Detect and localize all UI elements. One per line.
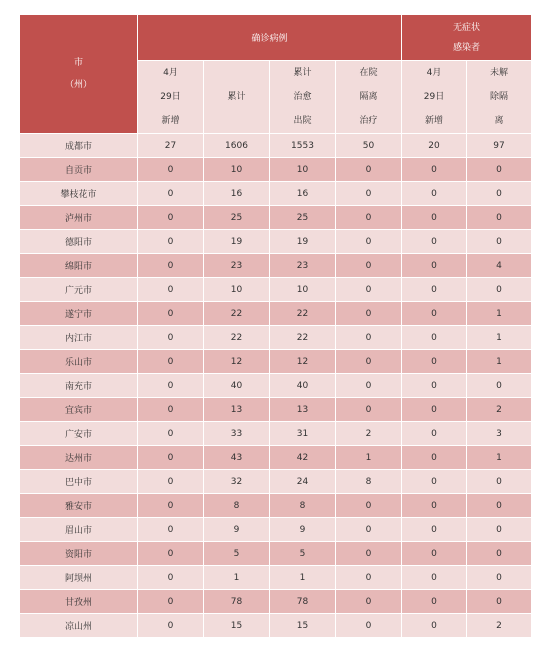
- confirmed-new-cell: 0: [138, 446, 204, 470]
- table-row: [20, 278, 532, 302]
- asymptomatic-group-header: [402, 15, 532, 61]
- table-row: [20, 230, 532, 254]
- recovered-cell: 10: [270, 278, 336, 302]
- col-header-text: 隔离: [359, 92, 378, 102]
- confirmed-total-cell: 22: [204, 302, 270, 326]
- table-header: [20, 15, 532, 134]
- asymptomatic-new-cell: 0: [402, 470, 467, 494]
- under-observation-cell: 1: [467, 326, 532, 350]
- col-header-text: 4月: [426, 68, 442, 78]
- confirmed-new-cell: 0: [138, 566, 204, 590]
- col-header-text: 治疗: [359, 116, 378, 126]
- hospitalized-cell: 0: [336, 158, 402, 182]
- confirmed-total-cell: 13: [204, 398, 270, 422]
- recovered-cell: 1: [270, 566, 336, 590]
- table-row: [20, 518, 532, 542]
- asymptomatic-header-line-1: 无症状: [453, 22, 481, 33]
- under-observation-cell: 4: [467, 254, 532, 278]
- confirmed-total-cell: 1: [204, 566, 270, 590]
- asymptomatic-new-cell: 0: [402, 302, 467, 326]
- confirmed-total-cell: 10: [204, 158, 270, 182]
- city-name-cell: 广元市: [20, 278, 138, 302]
- under-observation-cell: 0: [467, 494, 532, 518]
- table-row: [20, 494, 532, 518]
- hospitalized-cell: 0: [336, 566, 402, 590]
- asymptomatic-new-cell: 0: [402, 542, 467, 566]
- asymptomatic-new-cell: 0: [402, 254, 467, 278]
- confirmed-new-cell: 0: [138, 182, 204, 206]
- under-observation-cell: 1: [467, 302, 532, 326]
- recovered-cell: 10: [270, 158, 336, 182]
- recovered-cell: 9: [270, 518, 336, 542]
- city-name-cell: 内江市: [20, 326, 138, 350]
- under-observation-cell: 1: [467, 350, 532, 374]
- table-row: [20, 398, 532, 422]
- city-name-cell: 凉山州: [20, 614, 138, 638]
- city-name-cell: 达州市: [20, 446, 138, 470]
- under-observation-cell: 3: [467, 422, 532, 446]
- confirmed-total-cell: 78: [204, 590, 270, 614]
- under-observation-cell: 0: [467, 374, 532, 398]
- confirmed-new-cell: 0: [138, 254, 204, 278]
- confirmed-new-cell: 0: [138, 302, 204, 326]
- confirmed-new-cell: 0: [138, 158, 204, 182]
- recovered-cell: 22: [270, 302, 336, 326]
- city-column-header: [20, 15, 138, 134]
- asymptomatic-new-cell: 0: [402, 422, 467, 446]
- city-name-cell: 绵阳市: [20, 254, 138, 278]
- under-observation-cell: 0: [467, 470, 532, 494]
- hospitalized-cell: 0: [336, 374, 402, 398]
- col-header-text: 未解: [490, 68, 509, 78]
- recovered-cell: 23: [270, 254, 336, 278]
- confirmed-new-cell: 0: [138, 278, 204, 302]
- under-observation-cell: 97: [467, 134, 532, 158]
- confirmed-total-cell: 25: [204, 206, 270, 230]
- city-name-cell: 南充市: [20, 374, 138, 398]
- table-row: [20, 446, 532, 470]
- confirmed-total-cell: 5: [204, 542, 270, 566]
- asymptomatic-new-cell: 0: [402, 398, 467, 422]
- asymptomatic-new-cell: 0: [402, 326, 467, 350]
- asymptomatic-new-cell: 0: [402, 494, 467, 518]
- table-row: [20, 158, 532, 182]
- recovered-cell: 1553: [270, 134, 336, 158]
- hospitalized-cell: 0: [336, 494, 402, 518]
- hospitalized-cell: 1: [336, 446, 402, 470]
- city-name-cell: 成都市: [20, 134, 138, 158]
- under-observation-cell: 0: [467, 158, 532, 182]
- confirmed-new-cell: 0: [138, 374, 204, 398]
- under-observation-cell: 0: [467, 566, 532, 590]
- city-name-cell: 阿坝州: [20, 566, 138, 590]
- table-row: [20, 374, 532, 398]
- confirmed-new-cell: 0: [138, 590, 204, 614]
- asymptomatic-new-cell: 0: [402, 566, 467, 590]
- confirmed-total-cell: 40: [204, 374, 270, 398]
- table-row: [20, 254, 532, 278]
- under-observation-cell: 0: [467, 278, 532, 302]
- under-observation-cell: 0: [467, 206, 532, 230]
- asymptomatic-new-cell: 0: [402, 230, 467, 254]
- table-row: [20, 302, 532, 326]
- confirmed-group-header: 确诊病例: [138, 15, 402, 61]
- hospitalized-cell: 0: [336, 614, 402, 638]
- recovered-cell: 24: [270, 470, 336, 494]
- recovered-cell: 5: [270, 542, 336, 566]
- asymptomatic-new-cell: 0: [402, 206, 467, 230]
- confirmed-new-cell: 0: [138, 614, 204, 638]
- city-header-line-1: 市: [73, 58, 83, 68]
- col-header-text: 4月: [163, 68, 178, 78]
- recovered-cell: 12: [270, 350, 336, 374]
- hospitalized-cell: 0: [336, 326, 402, 350]
- hospitalized-cell: 0: [336, 350, 402, 374]
- recovered-cell: 19: [270, 230, 336, 254]
- col-header-text: 治愈: [293, 92, 312, 102]
- recovered-cell: 15: [270, 614, 336, 638]
- hospitalized-cell: 0: [336, 590, 402, 614]
- under-observation-cell: 2: [467, 398, 532, 422]
- recovered-cell: 16: [270, 182, 336, 206]
- hospitalized-cell: 0: [336, 278, 402, 302]
- asymptomatic-new-cell: 0: [402, 518, 467, 542]
- city-name-cell: 德阳市: [20, 230, 138, 254]
- col-header-text: 出院: [293, 116, 312, 126]
- under-observation-cell: 0: [467, 590, 532, 614]
- hospitalized-cell: 0: [336, 302, 402, 326]
- col-header-confirmed-new: [138, 61, 204, 134]
- city-name-cell: 乐山市: [20, 350, 138, 374]
- asymptomatic-new-cell: 0: [402, 182, 467, 206]
- col-header-text: 累计: [227, 92, 246, 102]
- confirmed-new-cell: 0: [138, 206, 204, 230]
- recovered-cell: 78: [270, 590, 336, 614]
- col-header-recovered: [270, 61, 336, 134]
- confirmed-total-cell: 43: [204, 446, 270, 470]
- confirmed-new-cell: 27: [138, 134, 204, 158]
- under-observation-cell: 1: [467, 446, 532, 470]
- confirmed-new-cell: 0: [138, 398, 204, 422]
- recovered-cell: 40: [270, 374, 336, 398]
- asymptomatic-new-cell: 0: [402, 158, 467, 182]
- under-observation-cell: 2: [467, 614, 532, 638]
- under-observation-cell: 0: [467, 542, 532, 566]
- city-name-cell: 眉山市: [20, 518, 138, 542]
- city-name-cell: 自贡市: [20, 158, 138, 182]
- confirmed-new-cell: 0: [138, 230, 204, 254]
- hospitalized-cell: 0: [336, 398, 402, 422]
- col-header-under-observation: [467, 61, 532, 134]
- col-header-text: 新增: [425, 116, 444, 126]
- table-row: [20, 614, 532, 638]
- confirmed-new-cell: 0: [138, 326, 204, 350]
- confirmed-total-cell: 16: [204, 182, 270, 206]
- table-row: [20, 182, 532, 206]
- covid-case-table: [19, 14, 532, 638]
- city-name-cell: 遂宁市: [20, 302, 138, 326]
- confirmed-total-cell: 8: [204, 494, 270, 518]
- col-header-hospitalized: [336, 61, 402, 134]
- confirmed-total-cell: 22: [204, 326, 270, 350]
- confirmed-new-cell: 0: [138, 494, 204, 518]
- confirmed-total-cell: 12: [204, 350, 270, 374]
- asymptomatic-new-cell: 0: [402, 446, 467, 470]
- confirmed-new-cell: 0: [138, 422, 204, 446]
- under-observation-cell: 0: [467, 182, 532, 206]
- city-name-cell: 宜宾市: [20, 398, 138, 422]
- recovered-cell: 8: [270, 494, 336, 518]
- confirmed-total-cell: 1606: [204, 134, 270, 158]
- asymptomatic-new-cell: 0: [402, 590, 467, 614]
- table-row: [20, 134, 532, 158]
- col-header-text: 在院: [359, 68, 378, 78]
- confirmed-total-cell: 9: [204, 518, 270, 542]
- city-name-cell: 雅安市: [20, 494, 138, 518]
- table-row: [20, 590, 532, 614]
- table-row: [20, 542, 532, 566]
- confirmed-new-cell: 0: [138, 542, 204, 566]
- col-header-text: 29日: [423, 92, 445, 102]
- recovered-cell: 42: [270, 446, 336, 470]
- hospitalized-cell: 0: [336, 182, 402, 206]
- city-name-cell: 广安市: [20, 422, 138, 446]
- table-row: [20, 206, 532, 230]
- table-row: [20, 350, 532, 374]
- col-header-text: 离: [494, 116, 504, 126]
- table-row: [20, 422, 532, 446]
- under-observation-cell: 0: [467, 518, 532, 542]
- asymptomatic-header-line-2: 感染者: [453, 42, 481, 53]
- city-name-cell: 资阳市: [20, 542, 138, 566]
- col-header-text: 累计: [293, 68, 312, 78]
- city-name-cell: 攀枝花市: [20, 182, 138, 206]
- hospitalized-cell: 0: [336, 254, 402, 278]
- recovered-cell: 25: [270, 206, 336, 230]
- confirmed-total-cell: 10: [204, 278, 270, 302]
- table-row: [20, 470, 532, 494]
- hospitalized-cell: 0: [336, 230, 402, 254]
- table-row: [20, 566, 532, 590]
- recovered-cell: 31: [270, 422, 336, 446]
- hospitalized-cell: 0: [336, 542, 402, 566]
- confirmed-total-cell: 23: [204, 254, 270, 278]
- confirmed-total-cell: 32: [204, 470, 270, 494]
- table-body: [20, 134, 532, 638]
- col-header-text: 新增: [161, 116, 180, 126]
- hospitalized-cell: 8: [336, 470, 402, 494]
- col-header-text: 除隔: [490, 92, 509, 102]
- col-header-text: 29日: [160, 92, 181, 102]
- asymptomatic-new-cell: 0: [402, 614, 467, 638]
- city-header-line-2: （州）: [64, 80, 92, 90]
- confirmed-new-cell: 0: [138, 470, 204, 494]
- hospitalized-cell: 0: [336, 518, 402, 542]
- recovered-cell: 22: [270, 326, 336, 350]
- col-header-confirmed-total: [204, 61, 270, 134]
- hospitalized-cell: 2: [336, 422, 402, 446]
- confirmed-new-cell: 0: [138, 350, 204, 374]
- table-row: [20, 326, 532, 350]
- confirmed-total-cell: 15: [204, 614, 270, 638]
- confirmed-total-cell: 19: [204, 230, 270, 254]
- col-header-asymptomatic-new: [402, 61, 467, 134]
- recovered-cell: 13: [270, 398, 336, 422]
- confirmed-total-cell: 33: [204, 422, 270, 446]
- hospitalized-cell: 0: [336, 206, 402, 230]
- city-name-cell: 巴中市: [20, 470, 138, 494]
- city-name-cell: 泸州市: [20, 206, 138, 230]
- asymptomatic-new-cell: 0: [402, 278, 467, 302]
- hospitalized-cell: 50: [336, 134, 402, 158]
- city-name-cell: 甘孜州: [20, 590, 138, 614]
- asymptomatic-new-cell: 20: [402, 134, 467, 158]
- asymptomatic-new-cell: 0: [402, 374, 467, 398]
- confirmed-new-cell: 0: [138, 518, 204, 542]
- under-observation-cell: 0: [467, 230, 532, 254]
- asymptomatic-new-cell: 0: [402, 350, 467, 374]
